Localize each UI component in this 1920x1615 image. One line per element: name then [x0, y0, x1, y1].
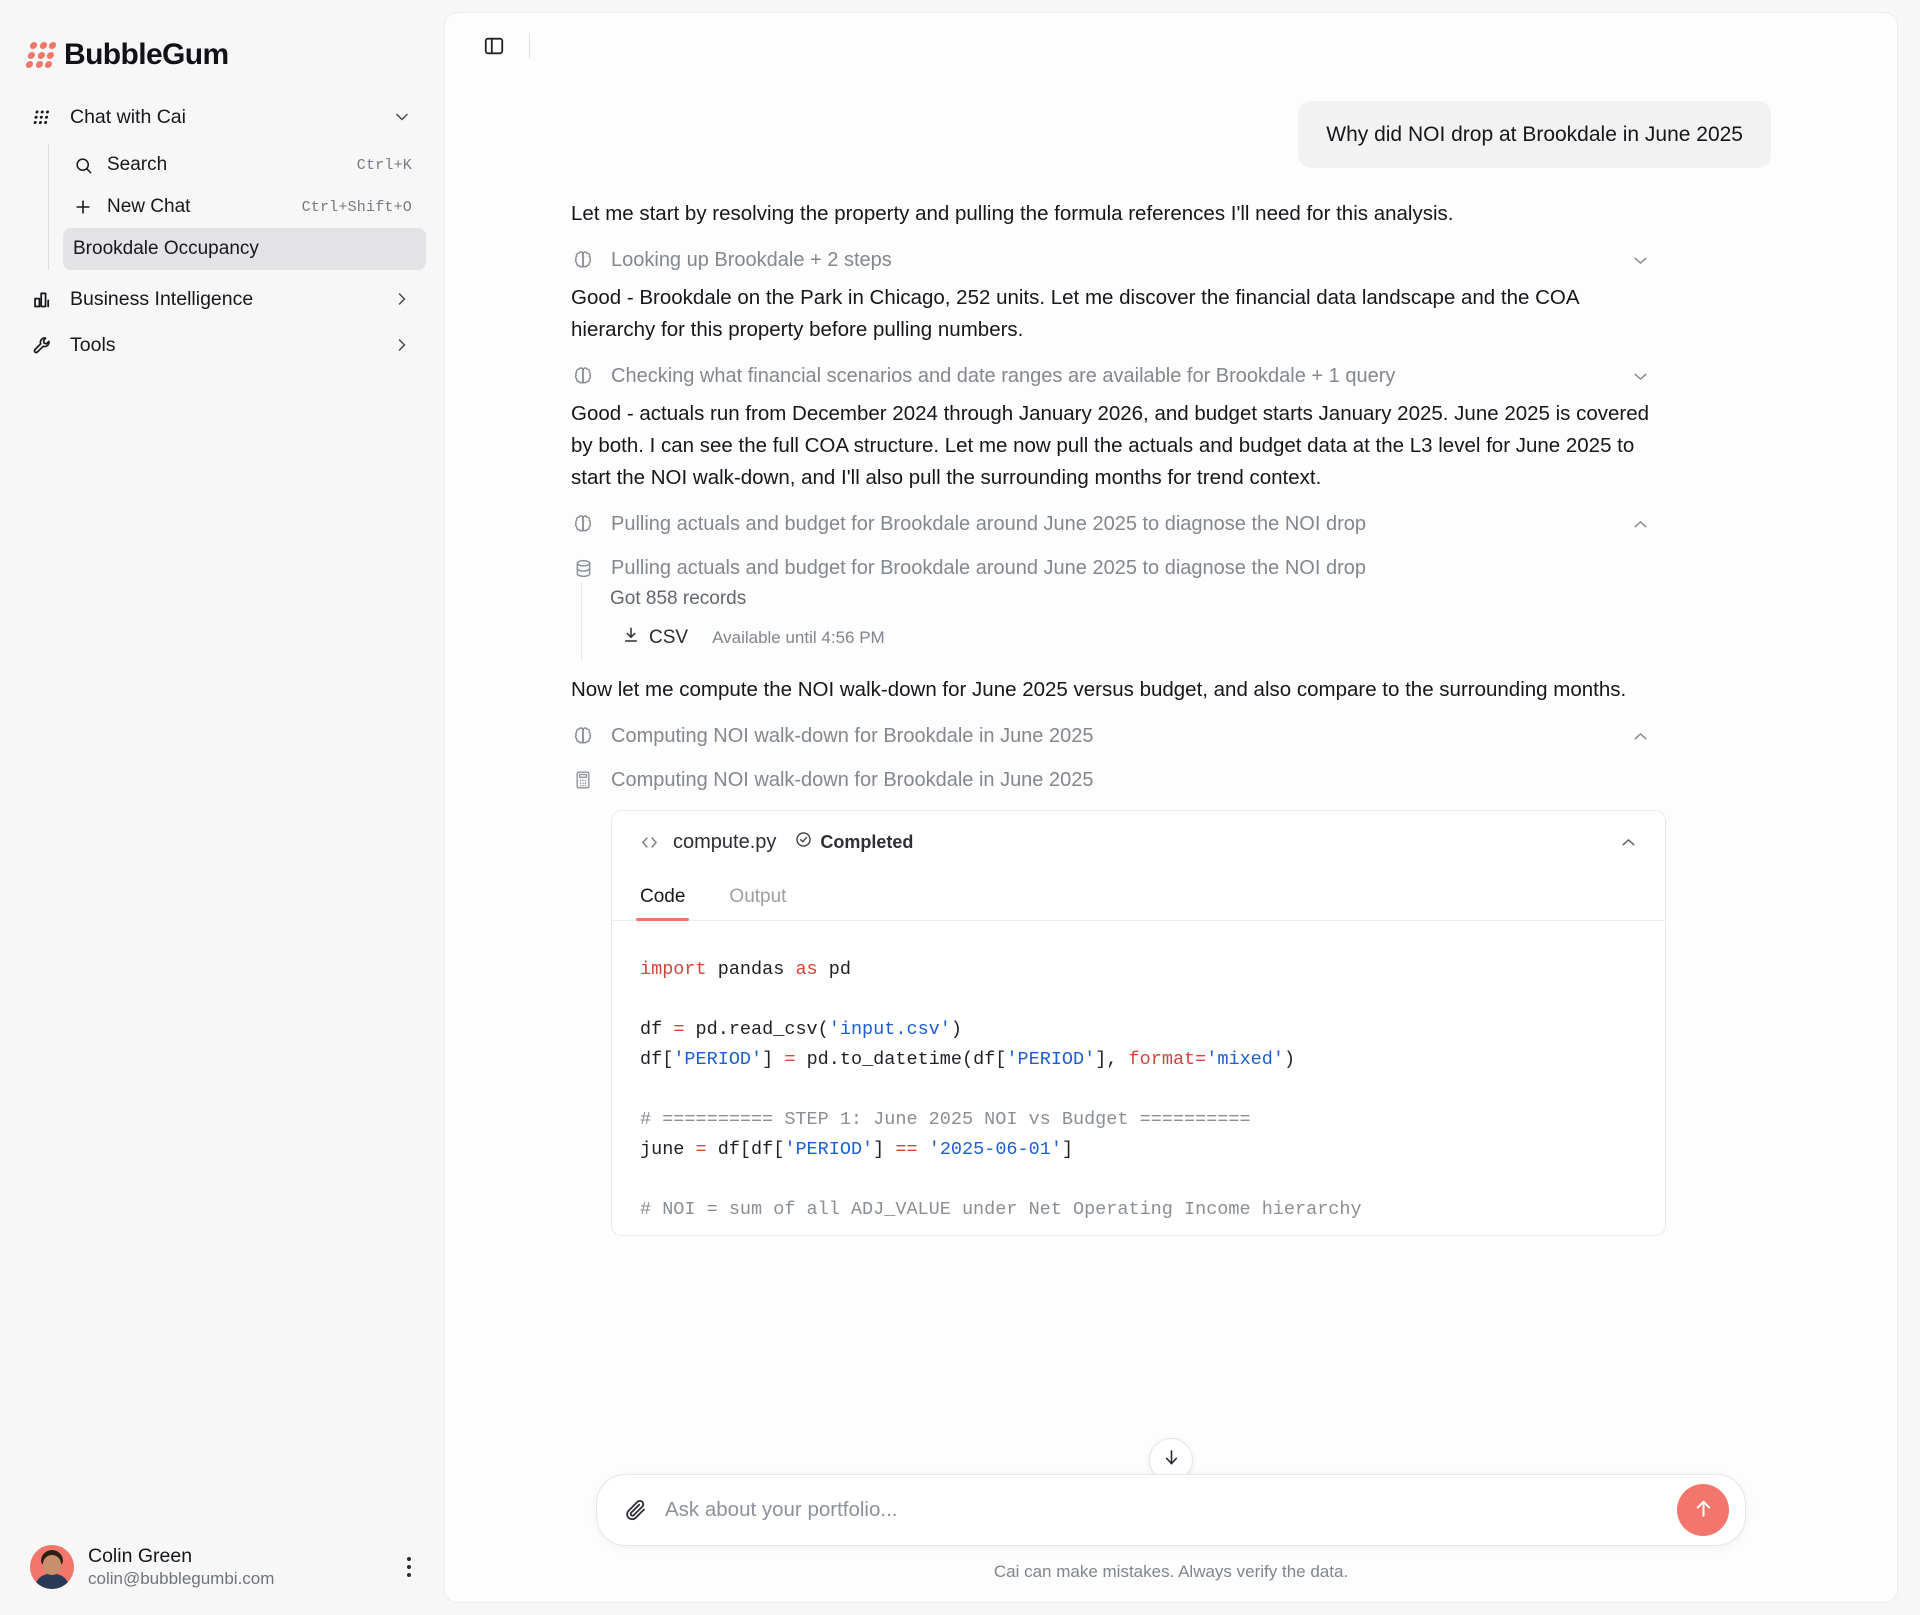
sidebar-item-tools[interactable]	[18, 322, 426, 368]
download-csv-label: CSV	[649, 627, 689, 649]
panel-left-icon[interactable]	[477, 29, 511, 63]
chevron-down-icon[interactable]	[1629, 365, 1651, 387]
sidebar-item-business-intelligence[interactable]	[18, 276, 426, 322]
sidebar-item-label: Chat with Cai	[70, 105, 186, 128]
brain-icon	[571, 248, 595, 272]
chevron-right-icon[interactable]	[392, 335, 412, 355]
chevron-up-icon[interactable]	[1629, 513, 1651, 535]
sidebar-item-label: Business Intelligence	[70, 287, 254, 310]
tool-step-label: Checking what financial scenarios and date ranges are available for Brookdale + 1 query	[611, 364, 1396, 387]
avatar	[30, 1545, 74, 1589]
tool-result-row[interactable]	[571, 758, 1651, 794]
wrench-icon	[30, 333, 54, 357]
tab-output[interactable]: Output	[729, 886, 787, 908]
chat-input[interactable]	[665, 1498, 1661, 1522]
check-circle-icon	[795, 831, 812, 853]
sidebar-item-search[interactable]	[63, 144, 426, 186]
tool-result-label: Computing NOI walk-down for Brookdale in June 2025	[611, 768, 1094, 791]
tool-result-detail	[581, 582, 1771, 660]
sidebar-item-label: Brookdale Occupancy	[73, 238, 259, 259]
shortcut-hint: Ctrl+Shift+O	[301, 198, 412, 216]
brain-icon	[571, 512, 595, 536]
assistant-paragraph: Let me start by resolving the property and pulling the formula references I'll need for this analysis.	[571, 202, 1454, 226]
sidebar-item-label: Search	[107, 154, 168, 175]
chevron-down-icon[interactable]	[1629, 249, 1651, 271]
code-filename: compute.py	[673, 830, 777, 853]
status-badge	[795, 831, 913, 853]
code-line: df = pd.read_csv('input.csv')	[640, 1019, 962, 1041]
sidebar-nav	[0, 72, 444, 368]
sidebar-item-brookdale-occupancy[interactable]	[63, 228, 426, 270]
user-name: Colin Green	[88, 1545, 193, 1567]
calculator-icon	[571, 768, 595, 792]
chevron-up-icon[interactable]	[1617, 831, 1639, 853]
sidebar-item-new-chat[interactable]	[63, 186, 426, 228]
sidebar-item-label: Tools	[70, 333, 116, 356]
tool-result-row[interactable]	[571, 546, 1651, 582]
tool-result-label: Pulling actuals and budget for Brookdale around June 2025 to diagnose the NOI drop	[611, 556, 1366, 579]
search-icon	[73, 155, 93, 175]
tool-step-row[interactable]	[571, 354, 1651, 398]
tool-step-row[interactable]	[571, 714, 1651, 758]
sidebar-subitems	[48, 144, 426, 270]
arrow-up-icon	[1692, 1497, 1715, 1523]
code-line	[640, 985, 1637, 1015]
sidebar-user-row[interactable]	[0, 1545, 444, 1615]
chevron-down-icon[interactable]	[392, 107, 412, 127]
download-csv-button[interactable]	[622, 626, 688, 650]
user-message-bubble: Why did NOI drop at Brookdale in June 2025	[1298, 101, 1771, 168]
code-card	[611, 810, 1666, 1236]
disclaimer-text: Cai can make mistakes. Always verify the data.	[993, 1562, 1349, 1581]
code-line: # ========== STEP 1: June 2025 NOI vs Budget ==========	[640, 1108, 1251, 1130]
code-line: import pandas as pd	[640, 959, 851, 981]
plus-icon	[73, 197, 93, 217]
paperclip-icon[interactable]	[623, 1497, 649, 1523]
status-label: Completed	[820, 831, 914, 852]
assistant-paragraph: Good - Brookdale on the Park in Chicago, 252 units. Let me discover the financial data landscape and the COA hierarchy for this property before pulling numbers.	[571, 286, 1579, 342]
chevron-up-icon[interactable]	[1629, 725, 1651, 747]
brand	[0, 0, 444, 72]
tool-step-label: Pulling actuals and budget for Brookdale around June 2025 to diagnose the NOI drop	[611, 512, 1366, 535]
main-area	[444, 0, 1920, 1615]
code-line	[640, 1075, 1637, 1105]
code-brackets-icon	[638, 831, 660, 853]
download-row	[596, 620, 1771, 654]
chat-panel	[444, 12, 1898, 1603]
record-count: Got 858 records	[610, 588, 747, 610]
sidebar-item-chat-with-cai[interactable]	[18, 94, 426, 140]
user-meta	[88, 1545, 382, 1589]
bar-chart-icon	[30, 287, 54, 311]
brain-icon	[571, 724, 595, 748]
sidebar	[0, 0, 444, 1615]
conversation-thread[interactable]	[445, 79, 1897, 1602]
chevron-right-icon[interactable]	[392, 289, 412, 309]
user-message-row	[571, 79, 1771, 198]
code-line: df['PERIOD'] = pd.to_datetime(df['PERIOD'], format='mixed')	[640, 1048, 1296, 1070]
database-icon	[571, 556, 595, 580]
assistant-paragraph: Good - actuals run from December 2024 through January 2026, and budget starts January 2025. June 2025 is covered by both. I can see the full COA structure. Let me now pull the actuals and budget data at the L3 level for June 2025 to start the NOI walk-down, and I'll also pull the surrounding months for trend context.	[571, 402, 1650, 490]
tool-step-label: Computing NOI walk-down for Brookdale in June 2025	[611, 724, 1094, 747]
code-line: june = df[df['PERIOD'] == '2025-06-01']	[640, 1138, 1074, 1160]
code-card-tabs	[612, 873, 1665, 921]
code-card-header	[612, 811, 1665, 873]
panel-header	[445, 13, 1897, 79]
brand-name: BubbleGum	[64, 38, 229, 71]
code-line	[640, 1165, 1637, 1195]
grid-dots-icon	[30, 105, 54, 129]
sidebar-spacer	[0, 368, 444, 1545]
code-line: # NOI = sum of all ADJ_VALUE under Net Operating Income hierarchy	[640, 1198, 1362, 1220]
more-vertical-icon[interactable]	[396, 1557, 422, 1577]
tool-step-row[interactable]	[571, 238, 1651, 282]
shortcut-hint: Ctrl+K	[356, 156, 412, 174]
send-button[interactable]	[1677, 1484, 1729, 1536]
brain-icon	[571, 364, 595, 388]
download-icon	[622, 626, 640, 650]
sidebar-item-label: New Chat	[107, 196, 191, 217]
header-divider	[529, 33, 530, 59]
availability-text: Available until 4:56 PM	[712, 628, 885, 648]
arrow-down-icon	[1161, 1447, 1182, 1473]
composer-area	[445, 1474, 1897, 1602]
user-email: colin@bubblegumbi.com	[88, 1569, 275, 1588]
assistant-paragraph: Now let me compute the NOI walk-down for June 2025 versus budget, and also compare to the surrounding months.	[571, 678, 1627, 702]
tool-step-label: Looking up Brookdale + 2 steps	[611, 248, 892, 271]
composer	[596, 1474, 1746, 1546]
tool-step-row[interactable]	[571, 502, 1651, 546]
bubble-grid-logo-icon	[25, 42, 57, 68]
tab-code[interactable]: Code	[638, 873, 705, 920]
code-content[interactable]	[612, 921, 1665, 1235]
